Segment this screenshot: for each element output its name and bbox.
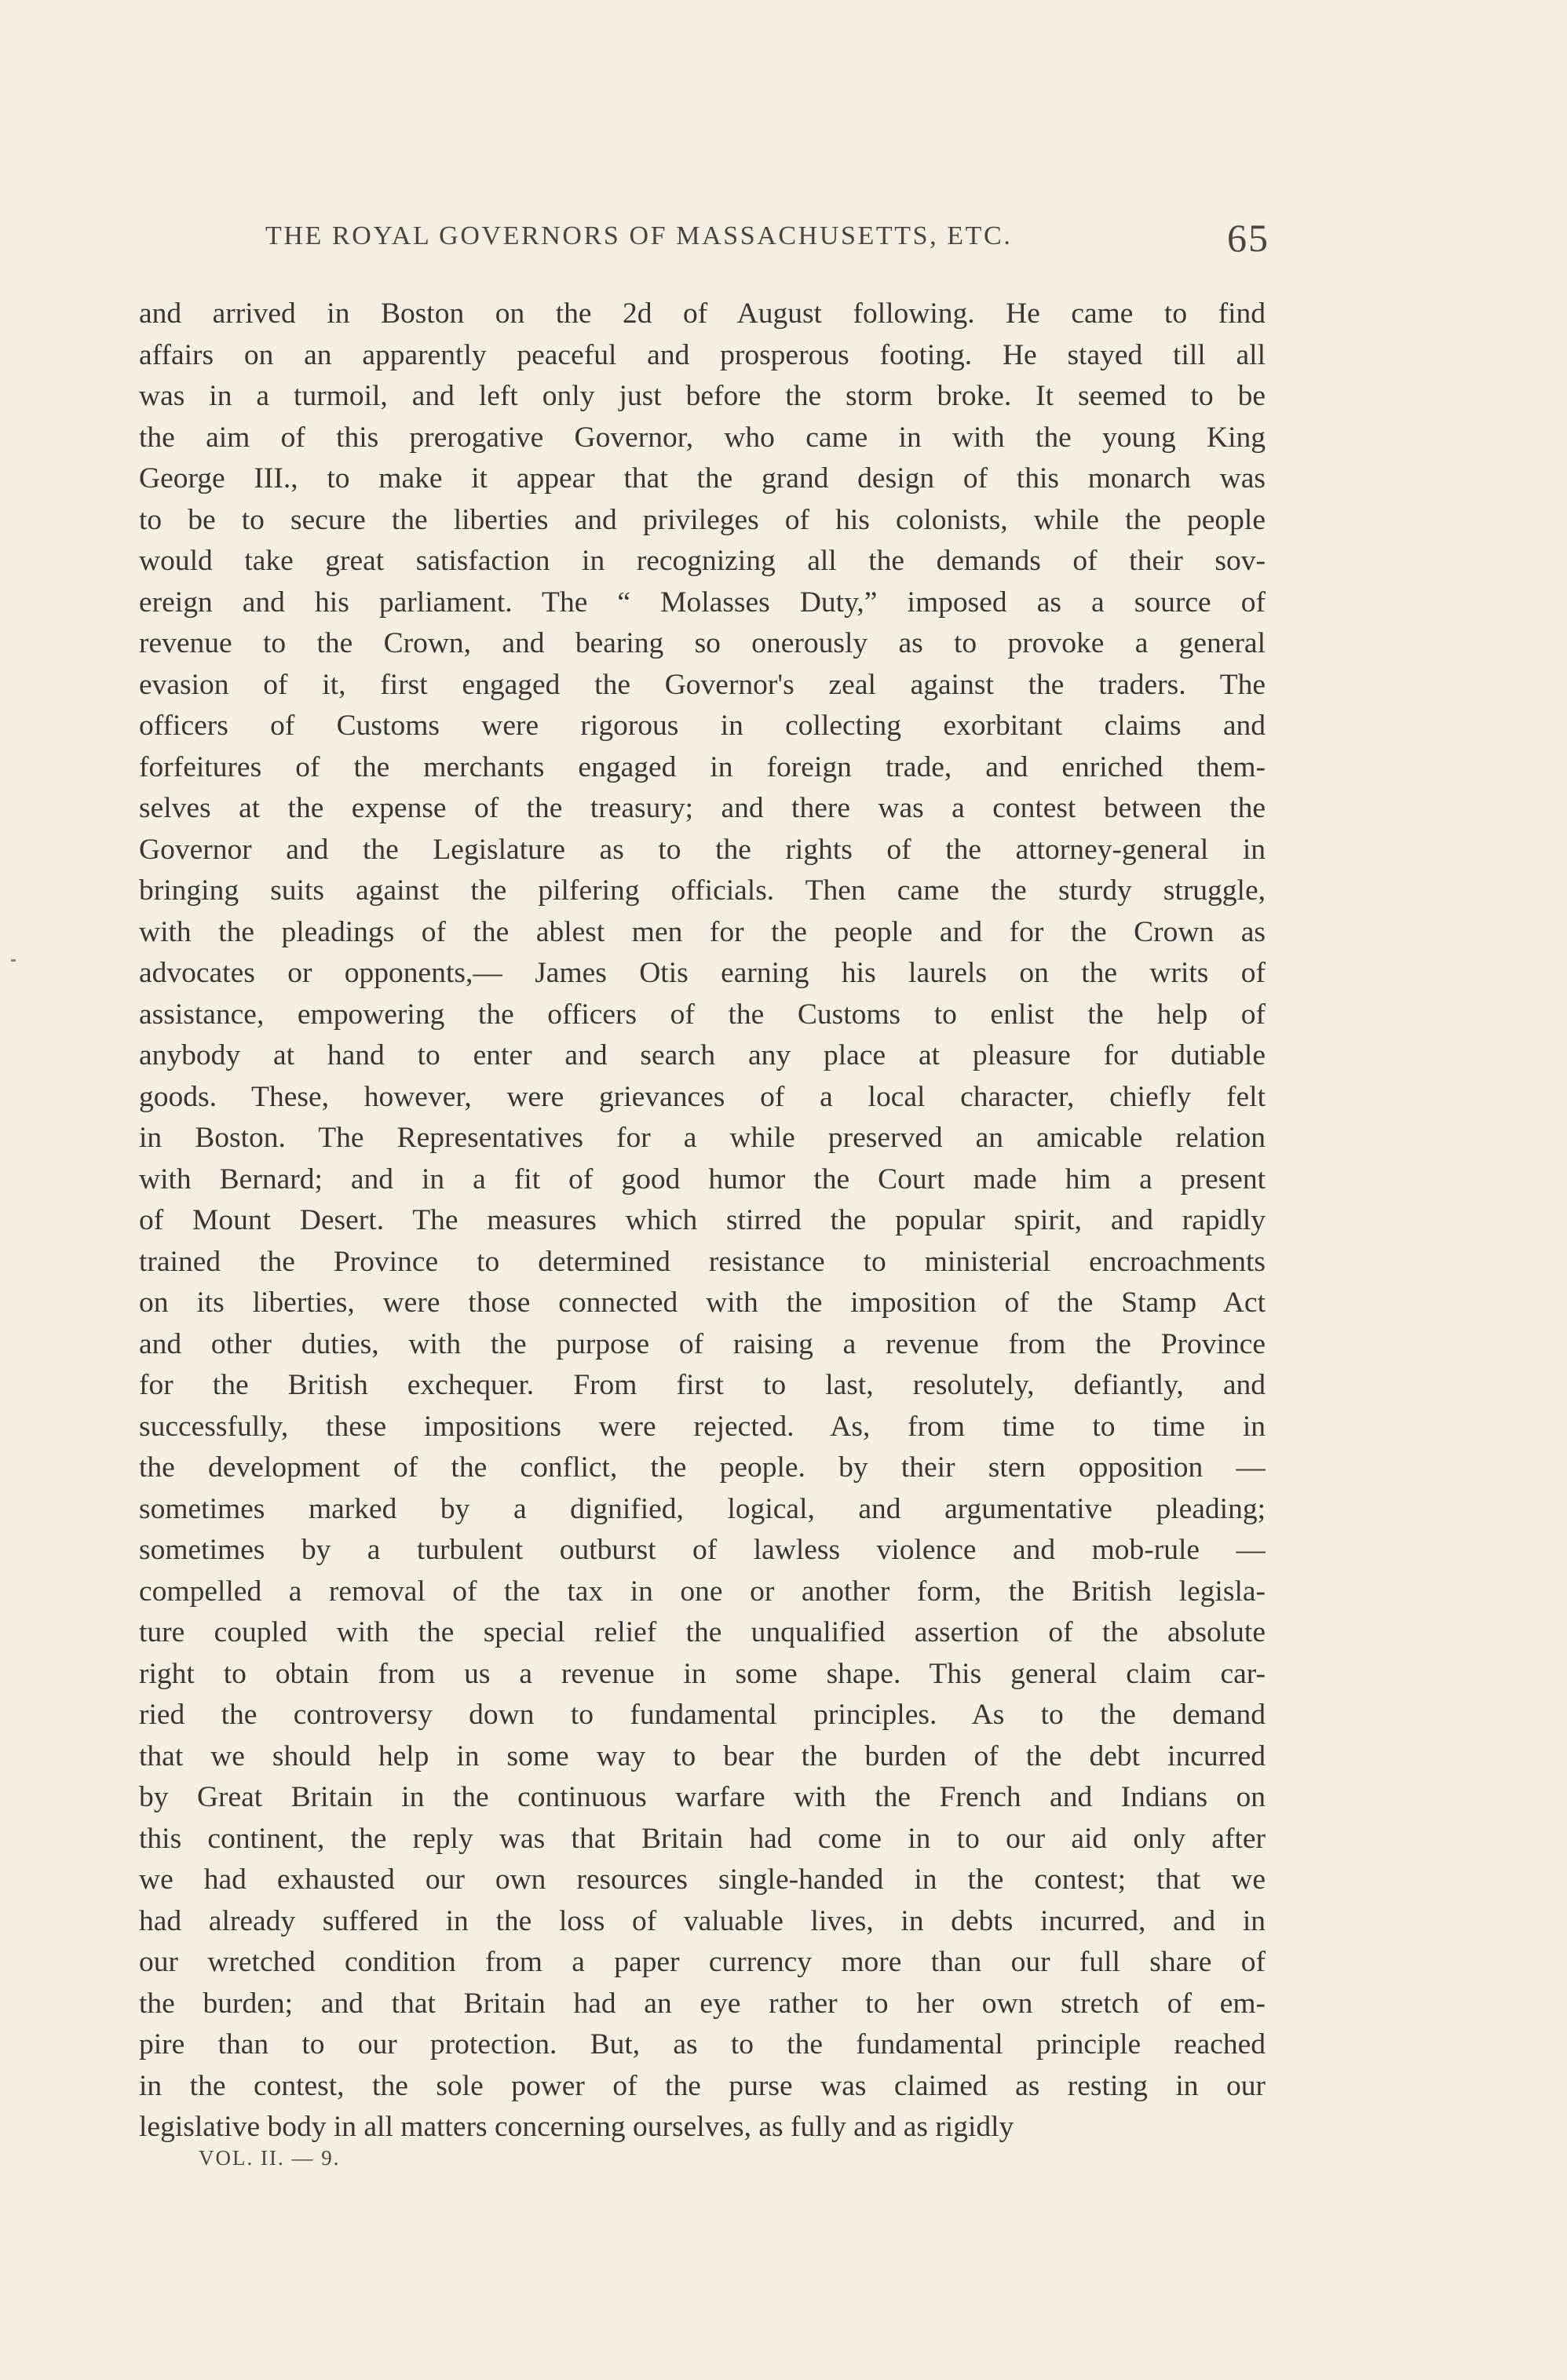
text-line: ereign and his parliament. The “ Molasses Duty,” imposed as a source of — [139, 586, 1266, 619]
text-line: that we should help in some way to bear the burden of the debt incurred — [139, 1739, 1266, 1772]
text-line: legislative body in all matters concerning ourselves, as fully and as rigidly — [139, 2111, 1014, 2143]
text-line: this continent, the reply was that Britain had come in to our aid only after — [139, 1822, 1266, 1855]
text-line: assistance, empowering the officers of the Customs to enlist the help of — [139, 998, 1266, 1031]
text-line: sometimes by a turbulent outburst of lawless violence and mob-rule — — [139, 1534, 1266, 1566]
text-line: our wretched condition from a paper currency more than our full share of — [139, 1946, 1266, 1978]
text-line: ried the controversy down to fundamental principles. As to the demand — [139, 1699, 1266, 1731]
text-line: Governor and the Legislature as to the rights of the attorney-general in — [139, 833, 1266, 866]
text-line: revenue to the Crown, and bearing so onerously as to provoke a general — [139, 627, 1266, 659]
text-line: for the British exchequer. From first to last, resolutely, defiantly, and — [139, 1369, 1266, 1401]
running-head — [265, 212, 1286, 275]
text-line: forfeitures of the merchants engaged in foreign trade, and enriched them- — [139, 750, 1266, 783]
margin-mark — [11, 959, 16, 962]
page-number: 65 — [1227, 216, 1269, 260]
text-line: sometimes marked by a dignified, logical, and argumentative pleading; — [139, 1492, 1266, 1525]
text-line: we had exhausted our own resources single-handed in the contest; that we — [139, 1863, 1266, 1896]
text-line: the burden; and that Britain had an eye rather to her own stretch of em- — [139, 1987, 1266, 2020]
text-line: would take great satisfaction in recognizing all the demands of their sov- — [139, 545, 1266, 577]
text-line: trained the Province to determined resistance to ministerial encroachments — [139, 1245, 1266, 1278]
text-line: selves at the expense of the treasury; and there was a contest between the — [139, 792, 1266, 824]
text-line: on its liberties, were those connected with the imposition of the Stamp Act — [139, 1287, 1266, 1319]
text-line: anybody at hand to enter and search any place at pleasure for dutiable — [139, 1039, 1266, 1071]
text-line: bringing suits against the pilfering officials. Then came the sturdy struggle, — [139, 874, 1266, 907]
text-line: pire than to our protection. But, as to the fundamental principle reached — [139, 2028, 1266, 2061]
text-line: George III., to make it appear that the grand design of this monarch was — [139, 462, 1266, 495]
text-line: in Boston. The Representatives for a while preserved an amicable relation — [139, 1122, 1266, 1154]
text-line: with Bernard; and in a fit of good humor the Court made him a present — [139, 1163, 1266, 1195]
text-line: advocates or opponents,— James Otis earning his laurels on the writs of — [139, 957, 1266, 989]
text-line: of Mount Desert. The measures which stirred the popular spirit, and rapidly — [139, 1204, 1266, 1236]
signature-mark: VOL. II. — 9. — [199, 2146, 341, 2170]
text-line: and arrived in Boston on the 2d of August following. He came to find — [139, 298, 1266, 330]
text-line: with the pleadings of the ablest men for the people and for the Crown as — [139, 915, 1266, 948]
text-line: officers of Customs were rigorous in collecting exorbitant claims and — [139, 710, 1266, 742]
text-line: the aim of this prerogative Governor, who came in with the young King — [139, 421, 1266, 454]
text-line: by Great Britain in the continuous warfare with the French and Indians on — [139, 1781, 1266, 1813]
text-line: evasion of it, first engaged the Governor's zeal against the traders. The — [139, 668, 1266, 701]
text-line: and other duties, with the purpose of raising a revenue from the Province — [139, 1327, 1266, 1360]
text-line: affairs on an apparently peaceful and prosperous footing. He stayed till all — [139, 338, 1266, 371]
text-line: ture coupled with the special relief the unqualified assertion of the absolute — [139, 1616, 1266, 1648]
text-line: had already suffered in the loss of valuable lives, in debts incurred, and in — [139, 1904, 1266, 1937]
text-line: in the contest, the sole power of the purse was claimed as resting in our — [139, 2069, 1266, 2102]
text-line: the development of the conflict, the people. by their stern opposition — — [139, 1451, 1266, 1484]
text-line: compelled a removal of the tax in one or another form, the British legisla- — [139, 1575, 1266, 1608]
text-line: was in a turmoil, and left only just before the storm broke. It seemed to be — [139, 380, 1266, 412]
body-paragraph — [139, 294, 1266, 2148]
text-line: to be to secure the liberties and privileges of his colonists, while the people — [139, 503, 1266, 536]
text-line: right to obtain from us a revenue in some shape. This general claim car- — [139, 1657, 1266, 1690]
text-line: successfully, these impositions were rejected. As, from time to time in — [139, 1410, 1266, 1443]
running-title: THE ROYAL GOVERNORS OF MASSACHUSETTS, ETC. — [265, 221, 1013, 250]
text-line: goods. These, however, were grievances of a local character, chiefly felt — [139, 1080, 1266, 1113]
